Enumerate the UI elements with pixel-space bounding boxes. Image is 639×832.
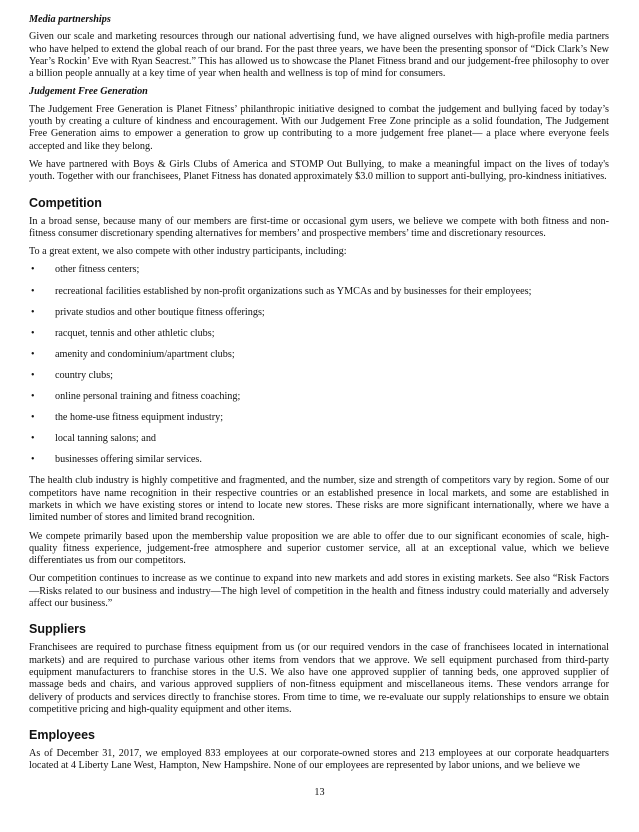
competition-paragraph-1: In a broad sense, because many of our members are first-time or occasional gym users, we believe we compete with both fitness and non-fitness consumer discretionary spending alternatives for members’ and prospective members’ time and discretionary resources. [29, 215, 609, 239]
list-item-text: other fitness centers; [55, 264, 140, 276]
document-page [29, 14, 609, 779]
list-item-text: recreational facilities established by non-profit organizations such as YMCAs and by businesses for their employees; [55, 285, 532, 297]
list-item-text: the home-use fitness equipment industry; [55, 412, 224, 424]
suppliers-heading: Suppliers [29, 622, 86, 637]
bullet-icon: • [31, 327, 35, 339]
bullet-icon: • [31, 264, 35, 276]
list-item [29, 264, 609, 276]
competition-heading: Competition [29, 195, 102, 210]
page-number: 13 [314, 787, 325, 798]
competition-paragraph-3: The health club industry is highly competitive and fragmented, and the number, size and strength of competitors vary by region. Some of our competitors have name recognition in their respective countries or an established presence in local markets, and some are established in markets in which we have existing stores or intend to locate new stores. These risks are more significant internationally, where we have a limited number of stores and limited brand recognition. [29, 475, 609, 524]
list-item-text: amenity and condominium/apartment clubs; [55, 348, 235, 360]
employees-heading: Employees [29, 728, 96, 743]
judgement-free-generation-heading: Judgement Free Generation [29, 86, 148, 98]
competitor-list [29, 264, 609, 466]
media-partnerships-heading: Media partnerships [29, 14, 111, 25]
bullet-icon: • [31, 369, 35, 381]
list-item-text: country clubs; [55, 369, 114, 381]
list-item-text: racquet, tennis and other athletic clubs; [55, 327, 215, 339]
bullet-icon: • [31, 454, 35, 466]
competition-paragraph-4: We compete primarily based upon the membership value proposition we are able to offer due to our significant economies of scale, high-quality fitness experience, judgement-free atmosphere and superior customer service, all at an exceptional value, which we believe differentiates us from our competitors. [29, 530, 609, 567]
list-item [29, 370, 609, 382]
bullet-icon: • [31, 412, 35, 424]
list-item-text: private studios and other boutique fitness offerings; [55, 306, 265, 318]
bullet-icon: • [31, 391, 35, 403]
employees-paragraph: As of December 31, 2017, we employed 833 employees at our corporate-owned stores and 213 employees at our corporate headquarters located at 4 Liberty Lane West, Hampton, New Hampshire. None of our employees are represented by labor unions, and we believe we [29, 748, 609, 772]
competition-paragraph-2: To a great extent, we also compete with other industry participants, including: [29, 246, 347, 258]
bullet-icon: • [31, 348, 35, 360]
suppliers-paragraph: Franchisees are required to purchase fitness equipment from us (or our required vendors in the case of franchisees located in international markets) and are required to purchase various other items from vendors that we approve. We sell equipment purchased from third-party equipment manufacturers to franchise stores in the U.S. We also have one approved supplier of tanning beds, one approved supplier of massage beds and chairs, and various approved suppliers of non-fitness equipment and miscellaneous items. These vendors arrange for delivery of products and services directly to franchise stores. From time to time, we re-evaluate our supply relationships to ensure we obtain competitive pricing and high-quality equipment and other items. [29, 642, 609, 715]
list-item [29, 454, 609, 466]
list-item [29, 307, 609, 319]
list-item-text: businesses offering similar services. [55, 454, 202, 466]
list-item [29, 328, 609, 340]
list-item-text: online personal training and fitness coaching; [55, 391, 241, 403]
competition-paragraph-5: Our competition continues to increase as we continue to expand into new markets and add stores in existing markets. See also “Risk Factors—Risks related to our business and industry—The high level of competition in the health and fitness industry could materially and adversely affect our business.” [29, 573, 609, 610]
list-item-text: local tanning salons; and [55, 433, 157, 445]
media-partnerships-paragraph: Given our scale and marketing resources through our national advertising fund, we have aligned ourselves with high-profile media partners who have helped to extend the global reach of our brand. For the past three years, we have been the presenting sponsor of “Dick Clark’s New Year’s Rockin’ Eve with Ryan Seacrest.” This has allowed us to showcase the Planet Fitness brand and our judgement-free philosophy to over a billion people annually at a key time of year when health and wellness is top of mind for consumers. [29, 31, 609, 80]
judgement-free-generation-paragraph-1: The Judgement Free Generation is Planet Fitness’ philanthropic initiative designed to combat the judgement and bullying faced by today’s youth by creating a culture of kindness and encouragement. With our Judgement Free Zone principle as a solid foundation, The Judgement Free Generation aims to empower a generation to grow up contributing to a more judgement free planet— a place where everyone feels accepted and like they belong. [29, 103, 609, 152]
list-item [29, 391, 609, 403]
list-item [29, 433, 609, 445]
bullet-icon: • [31, 306, 35, 318]
bullet-icon: • [31, 285, 35, 297]
list-item [29, 286, 609, 298]
bullet-icon: • [31, 433, 35, 445]
list-item [29, 349, 609, 361]
list-item [29, 412, 609, 424]
judgement-free-generation-paragraph-2: We have partnered with Boys & Girls Clubs of America and STOMP Out Bullying, to make a meaningful impact on the lives of today's youth. Together with our franchisees, Planet Fitness has donated approximately $3.0 million to support anti-bullying, pro-kindness initiatives. [29, 158, 609, 183]
